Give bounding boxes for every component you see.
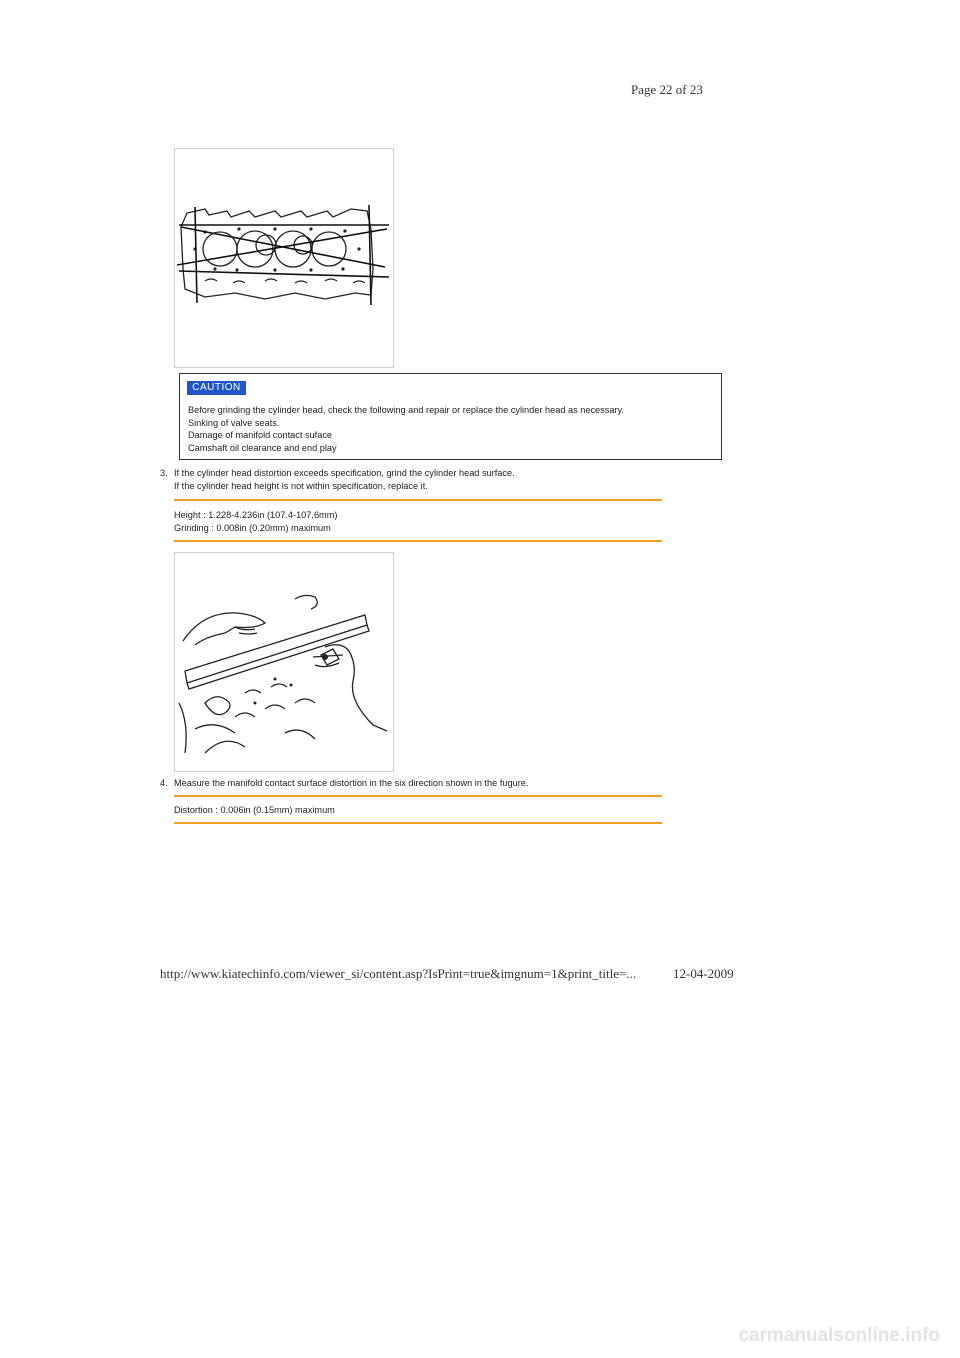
- cylinder-head-distortion-figure: [174, 148, 394, 368]
- step-text: If the cylinder head height is not within specification, replace it.: [174, 480, 428, 491]
- caution-box: [179, 373, 722, 460]
- caution-line: Camshaft oil clearance and end play: [188, 442, 337, 453]
- step-text: If the cylinder head distortion exceeds specification, grind the cylinder head surface.: [174, 468, 515, 478]
- step-4: [160, 777, 528, 790]
- straightedge-drawing: [175, 553, 393, 771]
- caution-text: [188, 404, 624, 454]
- caution-line: Before grinding the cylinder head, check the following and repair or replace the cylinder head as necessary.: [188, 405, 624, 415]
- step-number: 3.: [160, 468, 168, 478]
- distortion-spec-box: [174, 795, 662, 824]
- distortion-spec: Distortion : 0.006in (0.15mm) maximum: [174, 805, 335, 815]
- footer-url: http://www.kiatechinfo.com/viewer_si/content.asp?IsPrint=true&imgnum=1&print_title=...: [160, 966, 637, 981]
- step-number: 4.: [160, 778, 168, 788]
- caution-line: Sinking of valve seats.: [188, 417, 280, 428]
- step-3: [160, 467, 515, 492]
- step-text: Measure the manifold contact surface distortion in the six direction shown in the fugure.: [174, 778, 529, 788]
- watermark: carmanualsonline.info: [738, 1325, 940, 1346]
- grinding-spec: Grinding : 0.008in (0.20mm) maximum: [174, 522, 331, 533]
- page-number: Page 22 of 23: [631, 82, 703, 97]
- caution-line: Damage of manifold contact suface: [188, 430, 333, 440]
- footer-date: 12-04-2009: [673, 966, 734, 981]
- straightedge-measurement-figure: [174, 552, 394, 772]
- caution-badge: CAUTION: [187, 381, 246, 395]
- cylinder-head-drawing: [175, 149, 393, 367]
- height-spec-box: [174, 499, 662, 542]
- height-spec: Height : 1.228-4.236in (107.4-107.6mm): [174, 510, 338, 520]
